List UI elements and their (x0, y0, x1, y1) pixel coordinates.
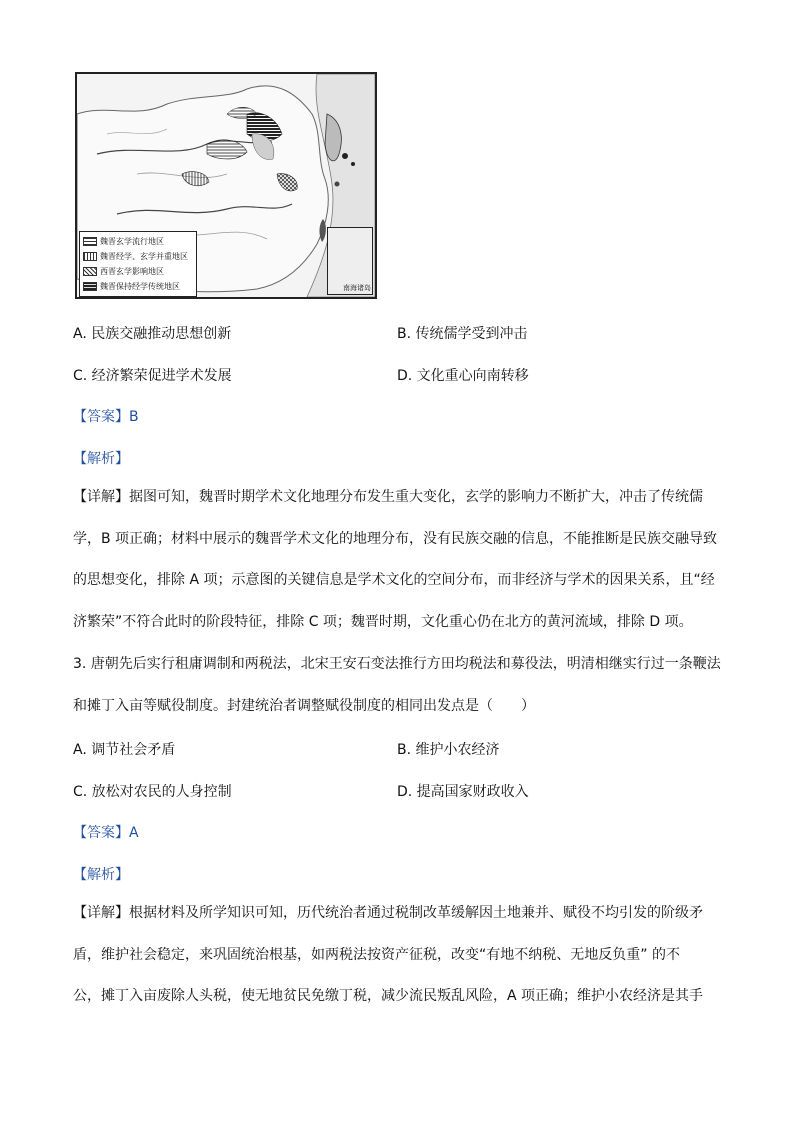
legend-label: 魏晋保持经学传统地区 (100, 282, 180, 291)
q3-analysis-label: 【解析】 (73, 867, 129, 883)
detail-line: 【详解】据图可知，魏晋时期学术文化地理分布发生重大变化，玄学的影响力不断扩大，冲击了传统儒 (73, 489, 703, 505)
legend-label: 西晋玄学影响地区 (100, 267, 164, 276)
detail-line: 【详解】根据材料及所学知识可知，历代统治者通过税制改革缓解因土地兼并、赋役不均引发的阶级矛 (73, 905, 703, 921)
legend-item (83, 279, 193, 294)
q3-option-a: A. 调节社会矛盾 (73, 742, 176, 758)
detail-line: 公，摊丁入亩废除人头税，使无地贫民免缴丁税，减少流民叛乱风险，A 项正确；维护小农经济是其手 (73, 988, 704, 1004)
q3-option-d: D. 提高国家财政收入 (397, 784, 529, 800)
legend-item (83, 234, 193, 249)
q2-option-d: D. 文化重心向南转移 (397, 368, 529, 384)
historical-map (75, 72, 377, 299)
q3-option-b: B. 维护小农经济 (397, 742, 500, 758)
detail-line: 济繁荣”不符合此时的阶段特征，排除 C 项；魏晋时期，文化重心仍在北方的黄河流域，排除 D 项。 (73, 613, 693, 630)
hatch-swatch-icon (83, 267, 97, 276)
q2-option-b: B. 传统儒学受到冲击 (397, 326, 528, 342)
detail-line: 盾，维护社会稳定，来巩固统治根基，如两税法按资产征税，改变“有地不纳税、无地反负重” 的不 (73, 946, 680, 963)
south-sea-inset (327, 227, 373, 295)
q3-answer (73, 822, 139, 842)
detail-line: 的思想变化，排除 A 项；示意图的关键信息是学术文化的空间分布，而非经济与学术的因果关系，且“经 (73, 572, 715, 588)
hatch-swatch-icon (83, 252, 97, 261)
answer-text: 【答案】A (73, 825, 139, 841)
q2-answer (73, 406, 139, 426)
q3-detail (73, 893, 723, 1018)
inset-label: 南海诸岛 (343, 284, 371, 292)
stem-line: 和摊丁入亩等赋役制度。封建统治者调整赋役制度的相同出发点是（ ） (73, 697, 535, 714)
q2-analysis-label: 【解析】 (73, 451, 129, 467)
legend-item (83, 264, 193, 279)
legend-item (83, 249, 193, 264)
legend-label: 魏晋玄学流行地区 (100, 237, 164, 246)
answer-text: 【答案】B (73, 409, 139, 425)
detail-line: 学，B 项正确；材料中展示的魏晋学术文化的地理分布，没有民族交融的信息，不能推断是民族交融导致 (73, 530, 718, 547)
hatch-swatch-icon (83, 237, 97, 246)
q2-option-a: A. 民族交融推动思想创新 (73, 326, 232, 342)
map-legend (79, 231, 197, 297)
hatch-swatch-icon (83, 282, 97, 291)
q2-option-c: C. 经济繁荣促进学术发展 (73, 368, 232, 384)
legend-label: 魏晋经学、玄学并重地区 (100, 252, 188, 261)
q3-stem (73, 644, 723, 727)
stem-line: 3. 唐朝先后实行租庸调制和两税法，北宋王安石变法推行方田均税法和募役法，明清相继实行过一条鞭法 (73, 656, 721, 672)
q3-option-c: C. 放松对农民的人身控制 (73, 784, 232, 800)
q2-detail (73, 477, 723, 643)
